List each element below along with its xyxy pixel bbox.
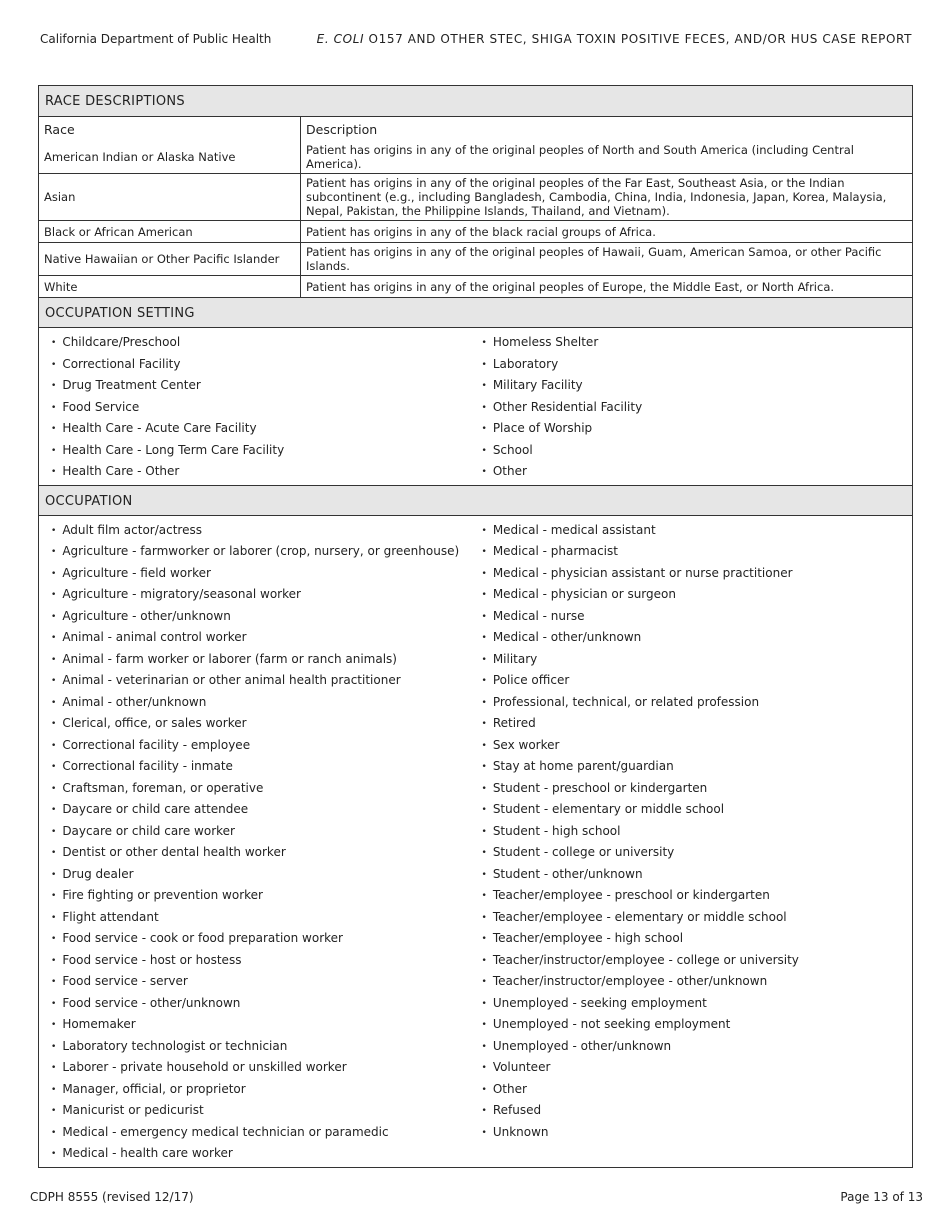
list-item <box>51 842 482 864</box>
list-item-label: Professional, technical, or related profession <box>492 694 760 709</box>
list-item <box>482 1014 913 1036</box>
list-item-label: Craftsman, foreman, or operative <box>62 780 264 795</box>
bullet-icon: • <box>51 547 57 557</box>
page-number: Page 13 of 13 <box>840 1190 923 1204</box>
table-row <box>39 141 912 174</box>
list-item <box>482 735 913 757</box>
list-item <box>482 692 913 714</box>
list-item <box>482 1079 913 1101</box>
agency-name: California Department of Public Health <box>40 32 272 46</box>
list-item <box>482 627 913 649</box>
bullet-icon: • <box>481 805 487 815</box>
bullet-icon: • <box>51 1041 57 1052</box>
bullet-icon: • <box>481 338 487 348</box>
description-cell: Patient has origins in any of the original peoples of the Far East, Southeast Asia, or the Indian subcontinent (e.g., including Bangladesh, Cambodia, China, India, Indonesia, Japan, Korea, Malaysia, Nepal, Pakistan, the Philippine Islands, Thailand, and Vietnam). <box>301 174 913 221</box>
list-item <box>482 971 913 993</box>
list-item-label: Laboratory technologist or technician <box>62 1038 288 1053</box>
list-item <box>482 418 913 440</box>
bullet-icon: • <box>481 654 487 665</box>
list-item <box>51 950 482 972</box>
list-item <box>482 440 913 462</box>
bullet-icon: • <box>481 891 487 901</box>
bullet-icon: • <box>51 869 57 880</box>
description-cell: Patient has origins in any of the original peoples of Hawaii, Guam, American Samoa, or other Pacific Islands. <box>301 243 913 276</box>
list-item <box>482 1036 913 1058</box>
bullet-icon: • <box>51 998 57 1009</box>
list-item <box>51 735 482 757</box>
bullet-icon: • <box>51 676 57 686</box>
bullet-icon: • <box>51 402 57 413</box>
list-item <box>51 1122 482 1144</box>
bullet-icon: • <box>481 402 487 413</box>
bullet-icon: • <box>481 424 487 434</box>
list-item-label: Unemployed - not seeking employment <box>492 1017 731 1031</box>
list-item-label: Fire fighting or prevention worker <box>62 888 263 902</box>
bullet-icon: • <box>51 424 57 434</box>
bullet-icon: • <box>51 633 57 643</box>
occupation-setting-list <box>39 328 912 485</box>
occupation-setting-section-title: OCCUPATION SETTING <box>39 297 912 328</box>
list-item-label: Agriculture - farmworker or laborer (crop, nursery, or greenhouse) <box>62 544 460 558</box>
list-item-label: Student - other/unknown <box>492 866 643 881</box>
list-item <box>482 907 913 929</box>
bullet-icon: • <box>481 934 487 944</box>
list-item-label: Food service - cook or food preparation worker <box>62 931 343 945</box>
list-item-label: Medical - physician or surgeon <box>492 587 676 601</box>
bullet-icon: • <box>481 611 487 622</box>
bullet-icon: • <box>481 826 487 837</box>
list-item <box>482 1122 913 1144</box>
bullet-icon: • <box>51 381 57 391</box>
list-item <box>482 950 913 972</box>
bullet-icon: • <box>51 654 57 665</box>
list-item-label: Unknown <box>492 1124 549 1139</box>
list-item <box>51 649 482 671</box>
list-item-label: Medical - physician assistant or nurse practitioner <box>492 565 793 580</box>
race-column-header: Race <box>39 117 301 141</box>
bullet-icon: • <box>481 381 487 391</box>
bullet-icon: • <box>481 359 487 370</box>
list-item-label: Retired <box>492 716 536 730</box>
list-item <box>51 1143 482 1165</box>
list-item-label: Clerical, office, or sales worker <box>62 716 247 730</box>
list-item-label: Agriculture - migratory/seasonal worker <box>62 587 301 601</box>
list-item <box>51 606 482 628</box>
list-item-label: Correctional facility - inmate <box>62 759 233 773</box>
bullet-icon: • <box>51 1149 57 1159</box>
list-item-label: School <box>492 442 533 457</box>
bullet-icon: • <box>481 740 487 751</box>
race-cell: Black or African American <box>39 221 301 243</box>
list-item-label: Laboratory <box>492 356 559 371</box>
bullet-icon: • <box>51 568 57 579</box>
list-item-label: Teacher/instructor/employee - college or university <box>492 952 799 967</box>
list-item <box>482 821 913 843</box>
list-item <box>51 1036 482 1058</box>
bullet-icon: • <box>51 1084 57 1095</box>
list-item <box>51 1079 482 1101</box>
list-item-label: Medical - medical assistant <box>492 522 656 537</box>
list-item-label: Teacher/employee - preschool or kindergarten <box>492 888 770 902</box>
bullet-icon: • <box>481 1127 487 1138</box>
bullet-icon: • <box>481 869 487 880</box>
bullet-icon: • <box>51 1127 57 1138</box>
list-item-label: Place of Worship <box>492 421 593 435</box>
list-item <box>51 440 482 462</box>
list-item-label: Other <box>492 1081 527 1096</box>
list-item <box>482 584 913 606</box>
content-frame <box>38 85 913 1168</box>
description-cell: Patient has origins in any of the original peoples of Europe, the Middle East, or North Africa. <box>301 276 913 298</box>
list-item <box>51 418 482 440</box>
bullet-icon: • <box>481 547 487 557</box>
bullet-icon: • <box>481 912 487 923</box>
bullet-icon: • <box>51 467 57 477</box>
list-item-label: Daycare or child care attendee <box>62 802 249 816</box>
list-item-label: Food service - host or hostess <box>62 952 242 967</box>
bullet-icon: • <box>51 783 57 794</box>
list-item <box>482 713 913 735</box>
bullet-icon: • <box>51 359 57 370</box>
race-cell: White <box>39 276 301 298</box>
list-item <box>482 541 913 563</box>
list-item-label: Animal - farm worker or laborer (farm or ranch animals) <box>62 651 397 666</box>
bullet-icon: • <box>51 1063 57 1073</box>
list-item <box>482 670 913 692</box>
race-cell: Asian <box>39 174 301 221</box>
bullet-icon: • <box>51 848 57 858</box>
list-item-label: Medical - nurse <box>492 608 585 623</box>
list-item <box>51 907 482 929</box>
list-item <box>51 375 482 397</box>
list-item <box>51 778 482 800</box>
bullet-icon: • <box>481 1106 487 1116</box>
bullet-icon: • <box>51 525 57 536</box>
list-item-label: Agriculture - other/unknown <box>62 608 231 623</box>
list-item <box>51 799 482 821</box>
list-item <box>51 584 482 606</box>
list-item <box>482 993 913 1015</box>
bullet-icon: • <box>481 445 487 456</box>
occupation-left-column <box>51 520 482 1165</box>
bullet-icon: • <box>51 955 57 966</box>
bullet-icon: • <box>51 762 57 772</box>
list-item-label: Student - elementary or middle school <box>492 802 725 816</box>
bullet-icon: • <box>481 1020 487 1030</box>
list-item-label: Homeless Shelter <box>492 335 599 349</box>
bullet-icon: • <box>51 338 57 348</box>
list-item <box>482 778 913 800</box>
bullet-icon: • <box>481 783 487 794</box>
list-item-label: Drug Treatment Center <box>62 378 201 392</box>
list-item <box>482 375 913 397</box>
list-item-label: Health Care - Acute Care Facility <box>62 421 257 435</box>
table-row <box>39 174 912 221</box>
bullet-icon: • <box>481 1084 487 1095</box>
list-item <box>51 1057 482 1079</box>
occupation-section-title: OCCUPATION <box>39 485 912 516</box>
list-item-label: Student - high school <box>492 823 621 838</box>
occupation-right-column <box>482 520 913 1165</box>
list-item <box>51 354 482 376</box>
list-item <box>482 842 913 864</box>
bullet-icon: • <box>51 740 57 751</box>
list-item-label: Animal - veterinarian or other animal health practitioner <box>62 673 401 687</box>
occupation-setting-right-column <box>482 332 913 483</box>
list-item <box>51 756 482 778</box>
list-item-label: Drug dealer <box>62 866 134 881</box>
bullet-icon: • <box>481 848 487 858</box>
bullet-icon: • <box>481 998 487 1009</box>
list-item-label: Student - college or university <box>492 845 675 859</box>
list-item-label: Medical - pharmacist <box>492 544 618 558</box>
report-title-italic: E. COLI <box>316 32 365 46</box>
list-item-label: Teacher/employee - elementary or middle school <box>492 909 787 924</box>
list-item <box>51 928 482 950</box>
race-cell: Native Hawaiian or Other Pacific Islander <box>39 243 301 276</box>
list-item <box>482 461 913 483</box>
bullet-icon: • <box>481 467 487 477</box>
bullet-icon: • <box>51 891 57 901</box>
list-item-label: Food Service <box>62 399 140 414</box>
list-item-label: Student - preschool or kindergarten <box>492 780 708 795</box>
list-item <box>482 563 913 585</box>
list-item-label: Daycare or child care worker <box>62 823 235 838</box>
list-item-label: Teacher/instructor/employee - other/unknown <box>492 974 768 988</box>
list-item <box>51 627 482 649</box>
list-item <box>482 928 913 950</box>
list-item <box>51 885 482 907</box>
list-item-label: Unemployed - seeking employment <box>492 995 707 1010</box>
bullet-icon: • <box>481 1063 487 1073</box>
race-section-title: RACE DESCRIPTIONS <box>39 86 912 117</box>
bullet-icon: • <box>481 1041 487 1052</box>
list-item-label: Correctional facility - employee <box>62 737 251 752</box>
list-item-label: Agriculture - field worker <box>62 565 211 580</box>
bullet-icon: • <box>51 697 57 708</box>
list-item-label: Manicurist or pedicurist <box>62 1103 204 1117</box>
list-item-label: Stay at home parent/guardian <box>492 759 674 773</box>
list-item-label: Correctional Facility <box>62 356 181 371</box>
list-item-label: Medical - other/unknown <box>492 630 642 644</box>
list-item <box>51 541 482 563</box>
bullet-icon: • <box>51 826 57 837</box>
list-item-label: Adult film actor/actress <box>62 522 202 537</box>
list-item <box>51 821 482 843</box>
list-item-label: Sex worker <box>492 737 560 752</box>
list-item <box>482 397 913 419</box>
bullet-icon: • <box>51 1106 57 1116</box>
list-item <box>51 864 482 886</box>
list-item <box>482 1100 913 1122</box>
bullet-icon: • <box>51 912 57 923</box>
list-item-label: Laborer - private household or unskilled worker <box>62 1060 347 1074</box>
list-item <box>51 520 482 542</box>
bullet-icon: • <box>51 977 57 987</box>
list-item-label: Volunteer <box>492 1060 551 1074</box>
list-item-label: Refused <box>492 1103 542 1117</box>
bullet-icon: • <box>481 568 487 579</box>
bullet-icon: • <box>51 590 57 600</box>
bullet-icon: • <box>481 525 487 536</box>
list-item <box>51 971 482 993</box>
occupation-list <box>39 516 912 1167</box>
list-item <box>482 864 913 886</box>
list-item <box>51 332 482 354</box>
list-item <box>51 993 482 1015</box>
description-column-header: Description <box>301 117 913 141</box>
list-item-label: Teacher/employee - high school <box>492 931 684 945</box>
list-item-label: Medical - emergency medical technician or paramedic <box>62 1124 389 1139</box>
list-item-label: Military <box>492 651 538 666</box>
bullet-icon: • <box>51 611 57 622</box>
race-table <box>39 117 912 297</box>
list-item-label: Military Facility <box>492 378 583 392</box>
report-title-rest: O157 AND OTHER STEC, SHIGA TOXIN POSITIVE FECES, AND/OR HUS CASE REPORT <box>364 32 912 46</box>
bullet-icon: • <box>481 590 487 600</box>
bullet-icon: • <box>51 1020 57 1030</box>
list-item <box>482 649 913 671</box>
list-item-label: Childcare/Preschool <box>62 335 181 349</box>
table-row <box>39 221 912 243</box>
list-item <box>51 397 482 419</box>
list-item-label: Medical - health care worker <box>62 1146 233 1160</box>
list-item <box>51 1100 482 1122</box>
bullet-icon: • <box>51 445 57 456</box>
table-row <box>39 243 912 276</box>
list-item <box>51 670 482 692</box>
list-item <box>51 1014 482 1036</box>
list-item <box>482 756 913 778</box>
list-item-label: Dentist or other dental health worker <box>62 845 286 859</box>
bullet-icon: • <box>481 676 487 686</box>
list-item <box>482 520 913 542</box>
list-item-label: Animal - other/unknown <box>62 694 207 709</box>
bullet-icon: • <box>481 955 487 966</box>
list-item <box>51 563 482 585</box>
race-cell: American Indian or Alaska Native <box>39 141 301 174</box>
bullet-icon: • <box>481 762 487 772</box>
bullet-icon: • <box>481 977 487 987</box>
bullet-icon: • <box>481 697 487 708</box>
list-item-label: Manager, official, or proprietor <box>62 1081 246 1096</box>
description-cell: Patient has origins in any of the black racial groups of Africa. <box>301 221 913 243</box>
list-item <box>51 461 482 483</box>
bullet-icon: • <box>51 934 57 944</box>
bullet-icon: • <box>481 633 487 643</box>
list-item-label: Food service - other/unknown <box>62 995 241 1010</box>
list-item <box>482 885 913 907</box>
bullet-icon: • <box>51 719 57 729</box>
list-item <box>482 606 913 628</box>
bullet-icon: • <box>51 805 57 815</box>
list-item <box>482 354 913 376</box>
list-item-label: Police officer <box>492 673 570 687</box>
list-item-label: Homemaker <box>62 1017 136 1031</box>
list-item-label: Animal - animal control worker <box>62 630 247 644</box>
list-item-label: Flight attendant <box>62 909 159 924</box>
list-item-label: Other <box>492 464 527 478</box>
list-item <box>482 332 913 354</box>
description-cell: Patient has origins in any of the original peoples of North and South America (including Central America). <box>301 141 913 174</box>
form-id: CDPH 8555 (revised 12/17) <box>30 1190 194 1204</box>
list-item <box>482 1057 913 1079</box>
occupation-setting-left-column <box>51 332 482 483</box>
list-item-label: Unemployed - other/unknown <box>492 1038 672 1053</box>
table-row <box>39 276 912 298</box>
list-item-label: Health Care - Other <box>62 464 180 478</box>
list-item <box>51 692 482 714</box>
list-item-label: Health Care - Long Term Care Facility <box>62 442 285 457</box>
list-item-label: Food service - server <box>62 974 188 988</box>
bullet-icon: • <box>481 719 487 729</box>
list-item-label: Other Residential Facility <box>492 399 643 414</box>
list-item <box>51 713 482 735</box>
report-title <box>317 32 912 46</box>
list-item <box>482 799 913 821</box>
